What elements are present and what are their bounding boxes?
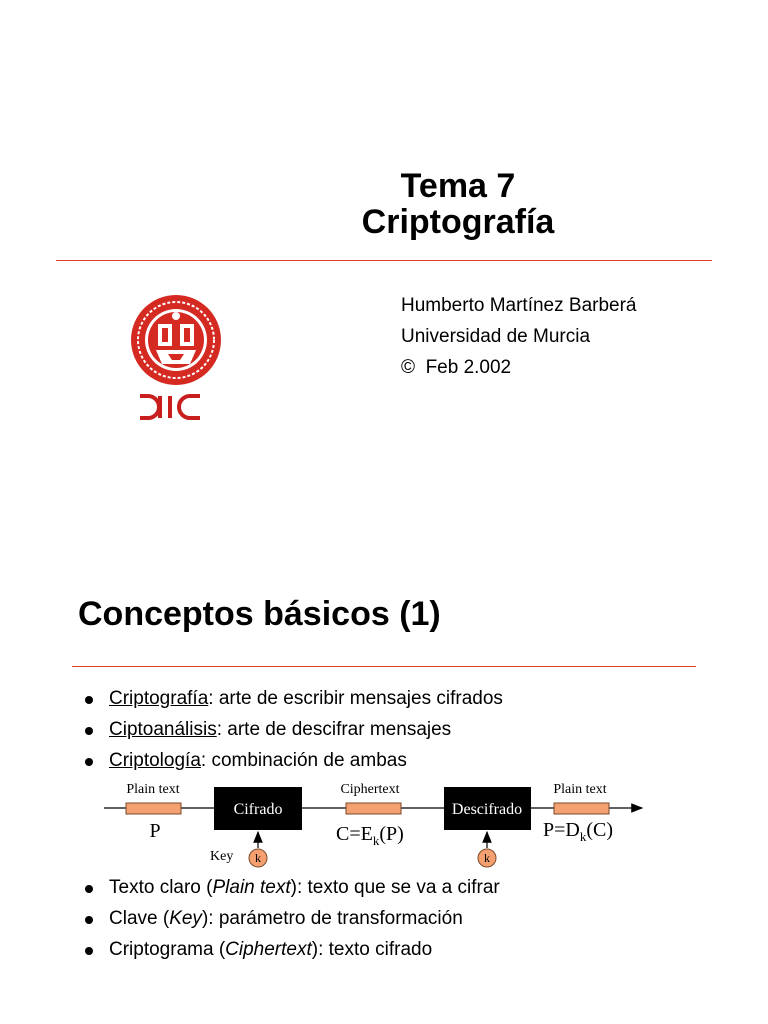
ciphertext-block [346,803,401,814]
diic-logo-icon [138,394,208,420]
section-title: Conceptos básicos (1) [78,595,441,633]
ciphertext-formula: $C=E_k(P)$ [336,823,404,848]
english-term: Key [169,908,202,929]
english-term: Plain text [212,877,291,898]
list-item [84,934,500,965]
term: Criptología [109,750,201,771]
term: Criptografía [109,688,209,709]
text-pre: Criptograma ( [109,939,226,960]
decrypt-box-label: Descifrado [451,801,523,818]
author-institution: Universidad de Murcia [401,326,591,347]
date-text: Feb 2.002 [425,357,512,378]
list-item [84,903,500,934]
plain-text-in-label: Plain text [126,782,180,797]
copyright-line [401,352,637,383]
encrypt-box-label: Cifrado [233,801,283,818]
key-symbol: k [484,851,490,865]
plain-text-out-label: Plain text [553,782,607,797]
list-item [84,872,500,903]
university-logo [128,292,228,432]
title-line-2: Criptografía [361,203,555,241]
department-logo-text [138,394,208,428]
recovered-plaintext-block [554,803,609,814]
terms-list [84,872,500,965]
cipher-diagram [0,770,768,870]
key-label: Key [210,849,234,864]
copyright-icon: © [401,357,415,378]
ciphertext-label: Ciphertext [340,782,400,797]
title-line-1: Tema 7 [400,167,516,205]
plaintext-formula: $P=D_k(C)$ [543,819,614,844]
author-block [401,290,637,383]
section-divider [72,666,696,667]
text-post: ): parámetro de transformación [201,908,463,929]
key-symbol: k [255,851,261,865]
definition: : combinación de ambas [200,750,407,771]
slide1-title [0,168,768,240]
list-item [84,683,503,714]
list-item [84,714,503,745]
definition: : arte de descifrar mensajes [216,719,452,740]
plaintext-block [126,803,181,814]
text-pre: Clave ( [109,908,170,929]
p-label: P [149,820,161,842]
title-divider [56,260,712,261]
university-seal-icon [130,294,222,386]
english-term: Ciphertext [225,939,312,960]
text-post: ): texto que se va a cifrar [290,877,500,898]
term: Ciptoanálisis [109,719,217,740]
definition-list [84,683,503,776]
author-name: Humberto Martínez Barberá [401,295,637,316]
text-post: ): texto cifrado [311,939,433,960]
definition: : arte de escribir mensajes cifrados [208,688,503,709]
text-pre: Texto claro ( [109,877,213,898]
